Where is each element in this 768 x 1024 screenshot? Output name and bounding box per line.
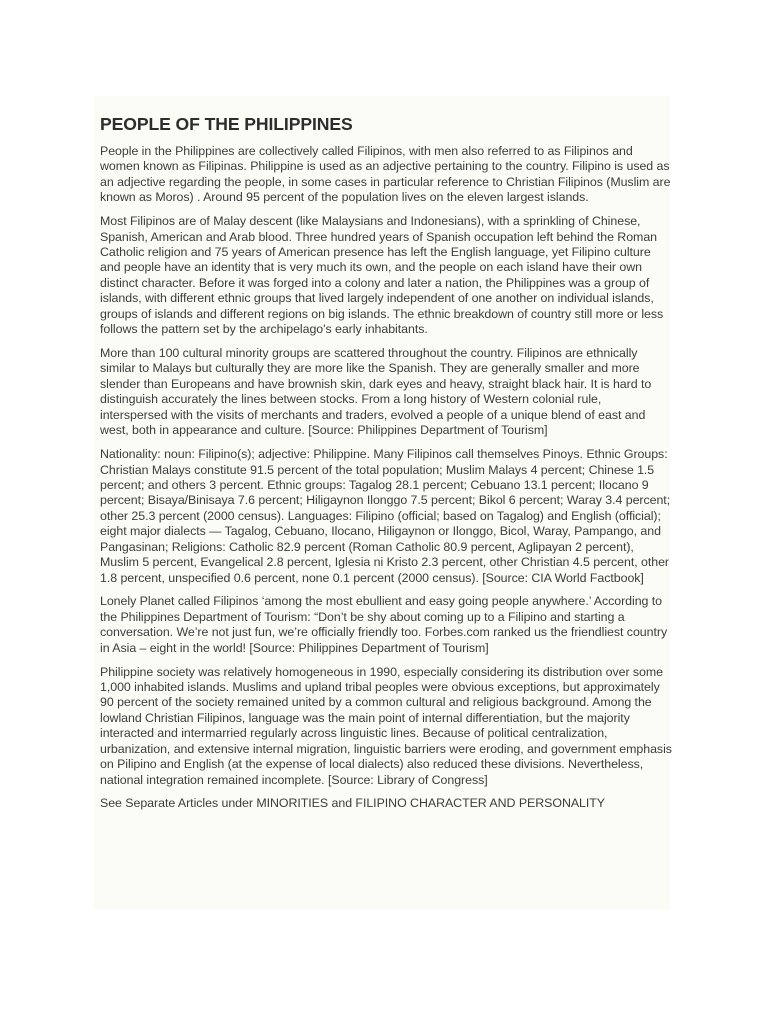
paragraph-philippine-society: Philippine society was relatively homogeneous in 1990, especially considering its distribution over some 1,000 inhabited islands. Muslims and upland tribal peoples were obvious exceptions, but approximately 90 percent of the society remained united by a common cultural and religious background. Among the lowland Christian Filipinos, language was the main point of internal differentiation, but the majority interacted and intermarried regularly across linguistic lines. Because of political centralization, urbanization, and extensive internal migration, linguistic barriers were eroding, and government emphasis on Pilipino and English (at the expense of local dialects) also reduced these divisions. Nevertheless, national integration remained incomplete. [Source: Library of Congress] <box>100 664 672 787</box>
paragraph-malay-descent: Most Filipinos are of Malay descent (like Malaysians and Indonesians), with a sprinkling of Chinese, Spanish, American and Arab blood. Three hundred years of Spanish occupation left behind the Roman Catholic religion and 75 years of American presence has left the English language, yet Filipino culture and people have an identity that is very much its own, and the people on each island have their own distinct character. Before it was forged into a colony and later a nation, the Philippines was a group of islands, with different ethnic groups that lived largely independent of one another on individual islands, groups of islands and different regions on big islands. The ethnic breakdown of country still more or less follows the pattern set by the archipelago's early inhabitants. <box>100 214 664 337</box>
paragraph-cultural-minorities: More than 100 cultural minority groups are scattered throughout the country. Filipinos are ethnically similar to Malays but culturally they are more like the Spanish. They are generally smaller and more slender than Europeans and have brownish skin, dark eyes and heavy, straight black hair. It is hard to distinguish accurately the lines between stocks. From a long history of Western colonial rule, interspersed with the visits of merchants and traders, evolved a people of a unique blend of east and west, both in appearance and culture. [Source: Philippines Department of Tourism] <box>100 346 652 438</box>
paragraph-intro: People in the Philippines are collectively called Filipinos, with men also referred to as Filipinos and women known as Filipinas. Philippine is used as an adjective pertaining to the country. Filipino is used as an adjective regarding the people, in some cases in particular reference to Christian Filipinos (Muslim are known as Moros) . Around 95 percent of the population lives on the eleven largest islands. <box>100 144 671 205</box>
article-content <box>100 113 672 820</box>
document-page <box>94 96 670 910</box>
paragraph-lonely-planet: Lonely Planet called Filipinos ‘among the most ebullient and easy going people anywhere.’ According to the Philippines Department of Tourism: “Don’t be shy about coming up to a Filipino and starting a conversation. We’re not just fun, we’re officially friendly too. Forbes.com ranked us the friendliest country in Asia – eight in the world! [Source: Philippines Department of Tourism] <box>100 594 668 655</box>
paragraph-nationality-statistics: Nationality: noun: Filipino(s); adjective: Philippine. Many Filipinos call themselves Pinoys. Ethnic Groups: Christian Malays constitute 91.5 percent of the total population; Muslim Malays 4 percent; Chinese 1.5 percent; and others 3 percent. Ethnic groups: Tagalog 28.1 percent; Cebuano 13.1 percent; Ilocano 9 percent; Bisaya/Binisaya 7.6 percent; Hiligaynon Ilonggo 7.5 percent; Bikol 6 percent; Waray 3.4 percent; other 25.3 percent (2000 census). Languages: Filipino (official; based on Tagalog) and English (official); eight major dialects — Tagalog, Cebuano, Ilocano, Hiligaynon or Ilonggo, Bicol, Waray, Pampango, and Pangasinan; Religions: Catholic 82.9 percent (Roman Catholic 80.9 percent, Aglipayan 2 percent), Muslim 5 percent, Evangelical 2.8 percent, Iglesia ni Kristo 2.3 percent, other Christian 4.5 percent, other 1.8 percent, unspecified 0.6 percent, none 0.1 percent (2000 census). [Source: CIA World Factbook] <box>100 447 671 585</box>
page-title: PEOPLE OF THE PHILIPPINES <box>100 114 353 134</box>
paragraph-see-also: See Separate Articles under MINORITIES and FILIPINO CHARACTER AND PERSONALITY <box>100 796 606 811</box>
